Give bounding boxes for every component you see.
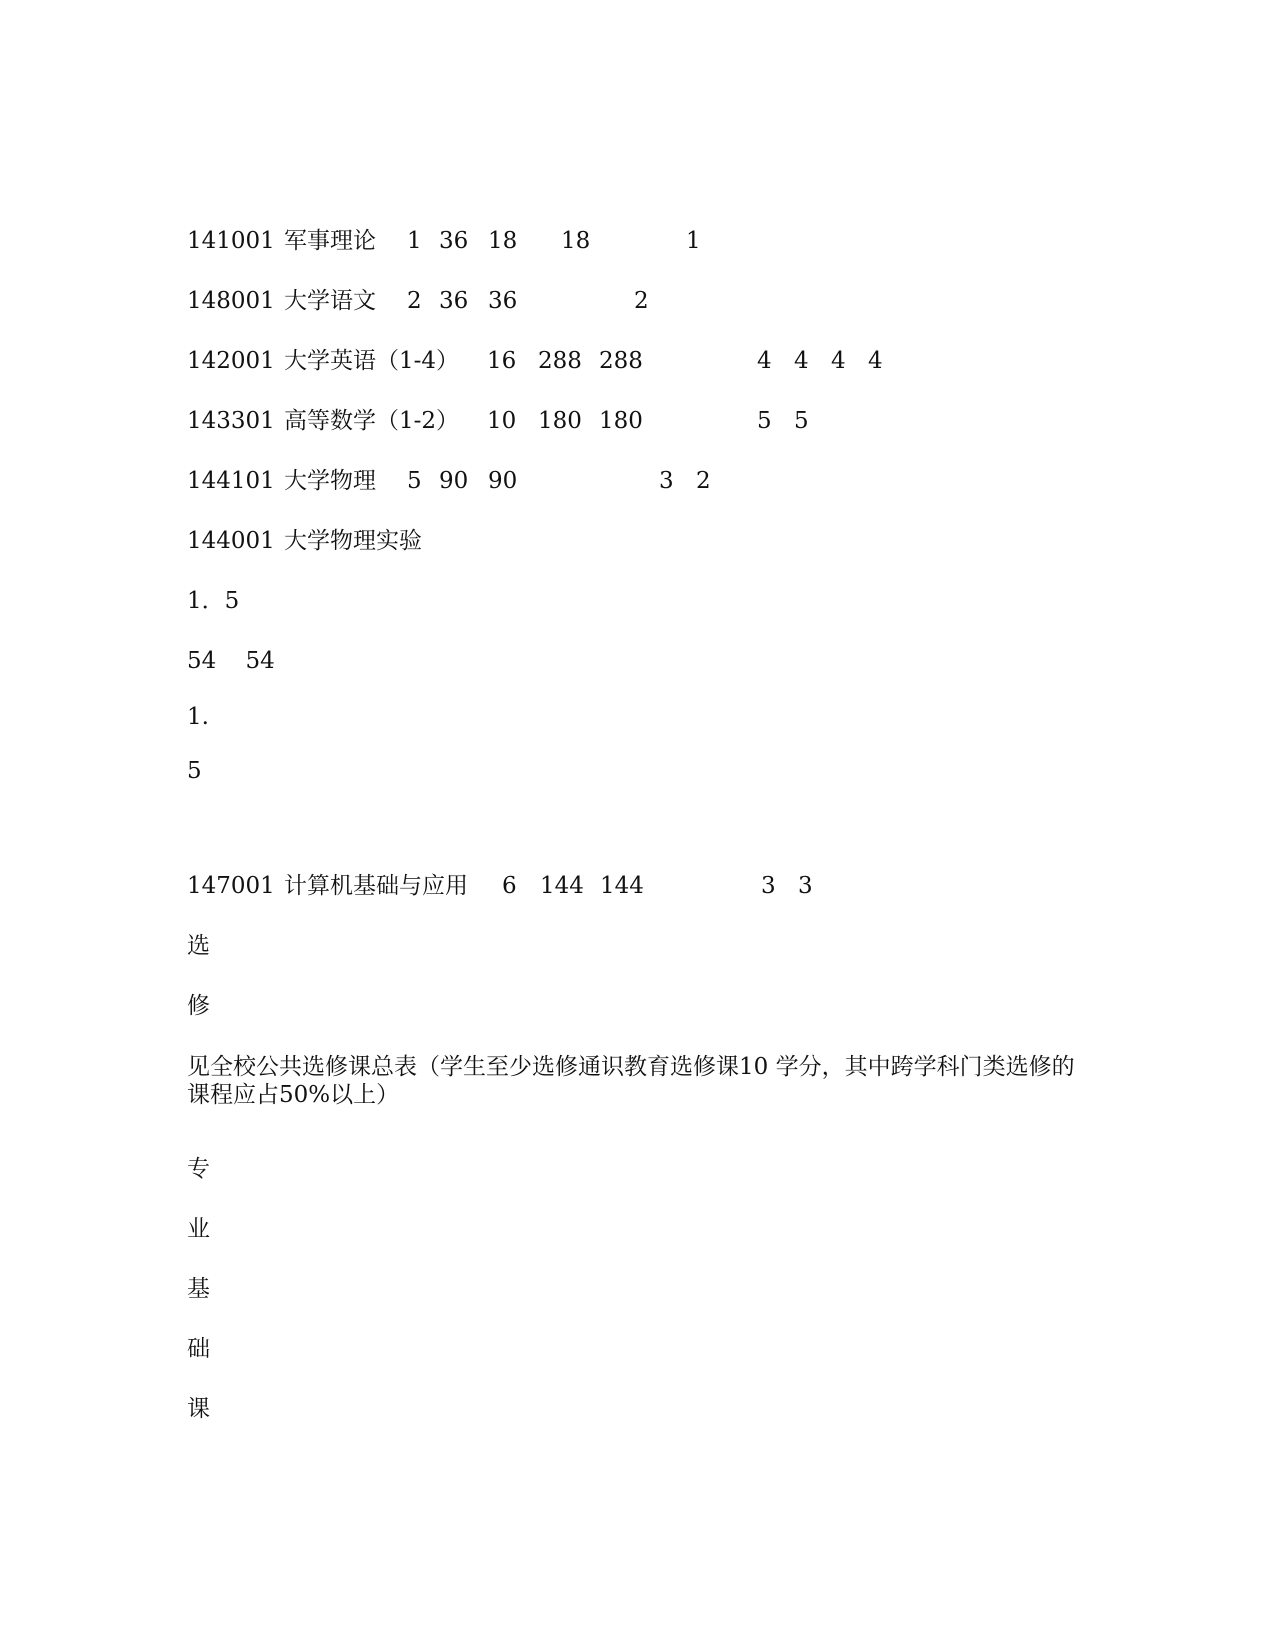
category-label-char: 课 (187, 1396, 210, 1422)
semester-hours: 3 (798, 873, 813, 899)
course-name: 大学语文 (284, 288, 376, 314)
course-code: 143301 (187, 408, 275, 434)
category-label-char: 础 (187, 1336, 210, 1362)
course-total-hours: 36 (439, 288, 469, 314)
course-lecture-hours: 288 (599, 348, 643, 374)
semester-hours: 4 (831, 348, 846, 374)
course-lecture-hours: 90 (488, 468, 518, 494)
course-lecture-hours: 144 (600, 873, 644, 899)
semester-hours: 2 (696, 468, 711, 494)
semester-hours: 2 (634, 288, 649, 314)
semester-hours: 5 (757, 408, 772, 434)
course-lecture-hours: 36 (488, 288, 518, 314)
elective-label-char: 修 (187, 993, 210, 1019)
elective-label-char: 选 (187, 933, 210, 959)
semester-hours: 3 (659, 468, 674, 494)
semester-hours: 3 (761, 873, 776, 899)
course-lecture-hours: 180 (599, 408, 643, 434)
course-lecture-hours: 18 (488, 228, 518, 254)
course-total-hours: 144 (540, 873, 584, 899)
course-practice-hours: 18 (561, 228, 591, 254)
semester-hours: 5 (794, 408, 809, 434)
course-credit: 2 (407, 288, 422, 314)
semester-hours: 4 (868, 348, 883, 374)
course-code: 144001 (187, 528, 275, 554)
course-total-hours: 180 (538, 408, 582, 434)
course-credit: 5 (407, 468, 422, 494)
course-credit: 6 (502, 873, 517, 899)
course-code: 144101 (187, 468, 275, 494)
course-name: 大学英语（1-4） (284, 348, 460, 374)
course-name: 大学物理实验 (284, 528, 422, 554)
category-label-char: 专 (187, 1156, 210, 1182)
course-name: 军事理论 (284, 228, 376, 254)
course-name: 大学物理 (284, 468, 376, 494)
course-credit: 1 (407, 228, 422, 254)
course-code: 148001 (187, 288, 275, 314)
course-name: 高等数学（1-2） (284, 408, 460, 434)
category-label-char: 基 (187, 1276, 210, 1302)
credit-fragment: 1．5 (187, 588, 240, 614)
course-name: 计算机基础与应用 (284, 873, 468, 899)
course-code: 147001 (187, 873, 275, 899)
semester-fragment: 1. (187, 704, 209, 730)
course-total-hours: 36 (439, 228, 469, 254)
course-code: 141001 (187, 228, 275, 254)
semester-fragment: 5 (187, 758, 202, 784)
course-total-hours: 288 (538, 348, 582, 374)
course-total-hours: 90 (439, 468, 469, 494)
elective-note: 见全校公共选修课总表（学生至少选修通识教育选修课10 学分，其中跨学科门类选修的课程应占50%以上） (187, 1054, 1075, 1108)
semester-hours: 1 (686, 228, 701, 254)
course-code: 142001 (187, 348, 275, 374)
course-credit: 16 (487, 348, 517, 374)
course-credit: 10 (487, 408, 517, 434)
semester-hours: 4 (794, 348, 809, 374)
hours-fragment: 54 54 (187, 648, 275, 674)
category-label-char: 业 (187, 1216, 210, 1242)
semester-hours: 4 (757, 348, 772, 374)
